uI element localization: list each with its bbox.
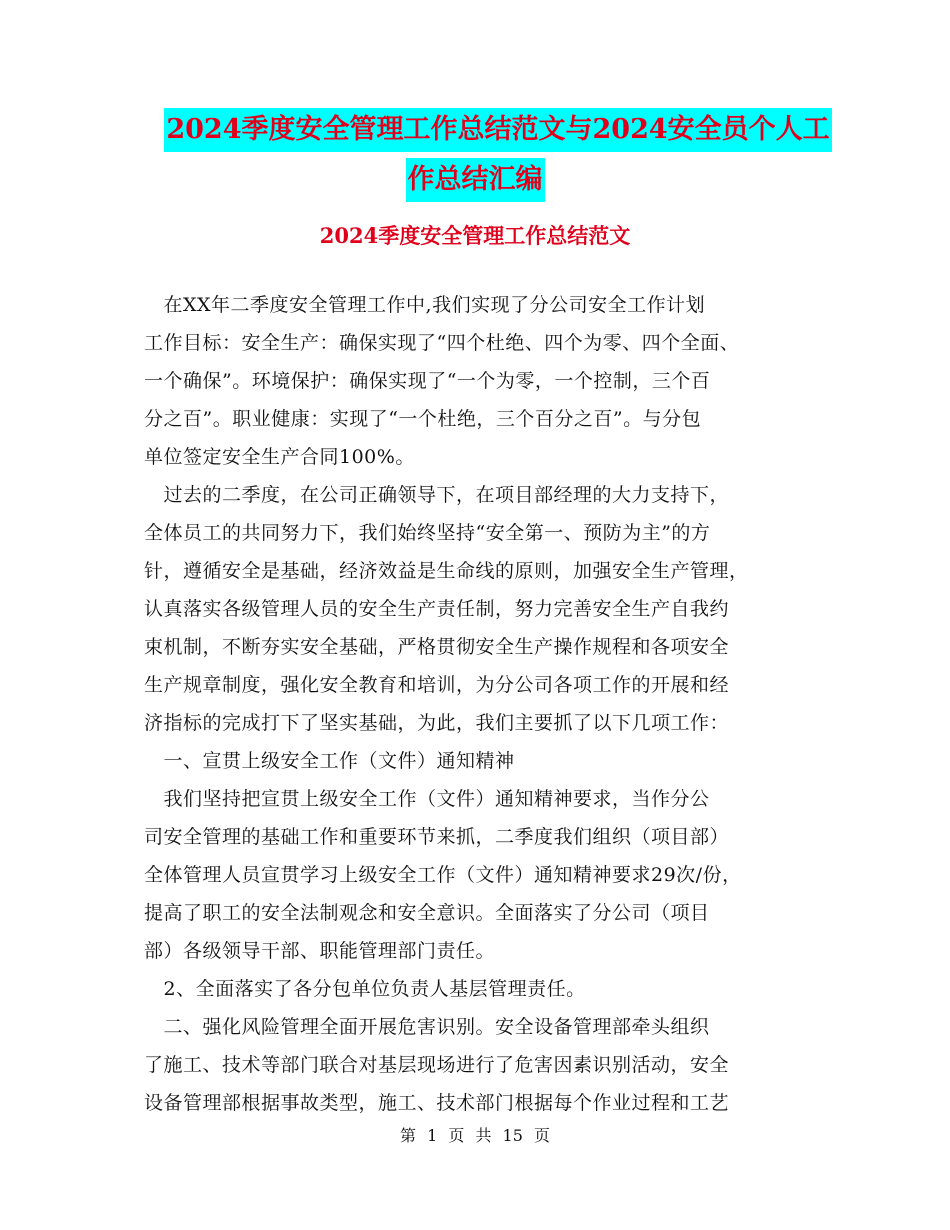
section-subtitle: 2024季度安全管理工作总结范文	[319, 223, 631, 248]
body-line: 一个确保”。环境保护：确保实现了“一个为零，一个控制，三个百	[144, 370, 711, 392]
body-line: 束机制，不断夯实安全基础，严格贯彻安全生产操作规程和各项安全	[144, 636, 730, 658]
body-line: 司安全管理的基础工作和重要环节来抓，二季度我们组织（项目部）	[144, 826, 730, 848]
body-line: 部）各级领导干部、职能管理部门责任。	[144, 940, 496, 962]
body-line: 二、强化风险管理全面开展危害识别。安全设备管理部牵头组织	[144, 1016, 710, 1038]
body-line: 生产规章制度，强化安全教育和培训，为分公司各项工作的开展和经	[144, 674, 730, 696]
body-line: 单位签定安全生产合同100%。	[144, 446, 415, 468]
title-line-1: 2024季度安全管理工作总结范文与2024安全员个人工	[164, 108, 831, 152]
page-footer: 第 1 页 共 15 页	[400, 1126, 550, 1145]
body-line: 济指标的完成打下了坚实基础，为此，我们主要抓了以下几项工作：	[144, 712, 730, 734]
body-line: 2、全面落实了各分包单位负责人基层管理责任。	[144, 978, 586, 1000]
body-line: 过去的二季度，在公司正确领导下，在项目部经理的大力支持下，	[144, 484, 730, 506]
body-line: 分之百”。职业健康：实现了“一个杜绝，三个百分之百”。与分包	[144, 408, 702, 430]
body-line: 在XX年二季度安全管理工作中,我们实现了分公司安全工作计划	[144, 294, 706, 316]
body-line: 全体员工的共同努力下，我们始终坚持“安全第一、预防为主”的方	[144, 522, 711, 544]
document-title	[0, 108, 950, 202]
body-line: 一、宣贯上级安全工作（文件）通知精神	[144, 750, 515, 772]
body-line: 提高了职工的安全法制观念和安全意识。全面落实了分公司（项目	[144, 902, 710, 924]
body-line: 全体管理人员宣贯学习上级安全工作（文件）通知精神要求29次/份，	[144, 864, 742, 886]
body-line: 设备管理部根据事故类型，施工、技术部门根据每个作业过程和工艺	[144, 1092, 730, 1114]
body-line: 认真落实各级管理人员的安全生产责任制，努力完善安全生产自我约	[144, 598, 730, 620]
body-line: 了施工、技术等部门联合对基层现场进行了危害因素识别活动，安全	[144, 1054, 730, 1076]
body-line: 工作目标：安全生产：确保实现了“四个杜绝、四个为零、四个全面、	[144, 332, 740, 354]
body-line: 针，遵循安全是基础，经济效益是生命线的原则，加强安全生产管理，	[144, 560, 749, 582]
body-text	[144, 286, 814, 1122]
body-line: 我们坚持把宣贯上级安全工作（文件）通知精神要求，当作分公	[144, 788, 710, 810]
title-line-2: 作总结汇编	[406, 158, 545, 202]
